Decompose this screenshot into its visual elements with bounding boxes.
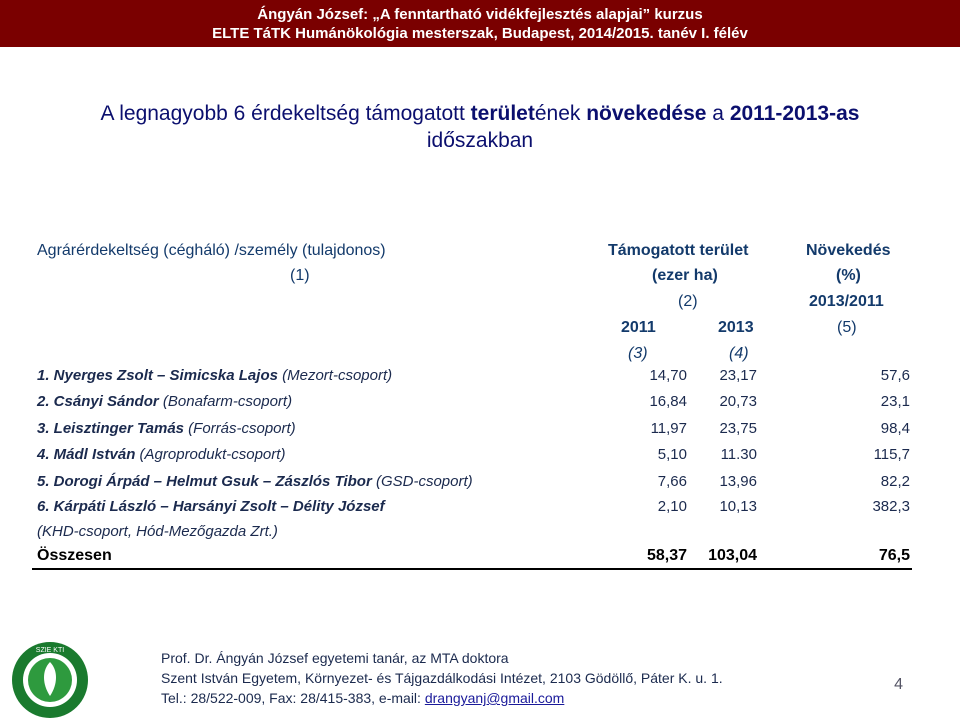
footer-line-3 <box>161 690 564 706</box>
row-name <box>37 473 473 490</box>
col1-num: (1) <box>290 267 310 284</box>
title-part: növekedése <box>586 102 707 125</box>
table-row <box>37 446 910 468</box>
title-part: ének <box>534 102 587 125</box>
row-name-bold: 2. Csányi Sándor <box>37 393 159 410</box>
row-name-rest: (Agroprodukt-csoport) <box>135 446 286 463</box>
total-2013: 103,04 <box>708 547 757 564</box>
total-row <box>37 547 910 569</box>
title-part: terület <box>470 102 535 125</box>
row-2013: 11.30 <box>720 446 757 463</box>
title-part: a <box>706 102 730 125</box>
university-logo <box>10 640 90 720</box>
footer-contact: Tel.: 28/522-009, Fax: 28/415-383, e-mail: <box>161 690 425 706</box>
row-growth: 115,7 <box>873 446 910 463</box>
year2-num: (4) <box>729 345 749 362</box>
total-2011: 58,37 <box>646 547 687 564</box>
row-2011: 5,10 <box>657 446 687 463</box>
email-link[interactable]: drangyanj@gmail.com <box>424 690 565 706</box>
row-name <box>37 420 296 437</box>
col2-header-l1: Támogatott terület <box>608 242 749 259</box>
title-part: 2011-2013-as <box>729 102 860 125</box>
year1-num: (3) <box>628 345 648 362</box>
year1-header: 2011 <box>621 319 656 336</box>
row-growth: 57,6 <box>880 367 910 384</box>
footer-line-1: Prof. Dr. Ángyán József egyetemi tanár, az MTA doktora <box>161 650 509 666</box>
page-number: 4 <box>894 676 903 693</box>
col3-header-l3: 2013/2011 <box>809 293 884 310</box>
table-row <box>37 498 910 520</box>
row-name-rest: (GSD-csoport) <box>371 473 473 490</box>
year2-header: 2013 <box>718 319 754 336</box>
table-row <box>37 367 910 389</box>
title-part: időszakban <box>426 129 534 152</box>
row-growth: 82,2 <box>880 473 910 490</box>
row-name-bold: 5. Dorogi Árpád – Helmut Gsuk – Zászlós Tibor <box>37 473 372 490</box>
row-name <box>37 367 392 384</box>
row-2011: 2,10 <box>657 498 687 515</box>
row-name-bold: 1. Nyerges Zsolt – Simicska Lajos <box>37 367 278 384</box>
table-row-6-continuation <box>37 523 910 545</box>
row-growth: 382,3 <box>872 498 910 515</box>
table-row <box>37 393 910 415</box>
row-growth: 98,4 <box>880 420 910 437</box>
col3-header-l2: (%) <box>836 267 861 284</box>
table-bottom-rule <box>32 568 912 570</box>
row-name-rest: (Forrás-csoport) <box>184 420 296 437</box>
title-part: A legnagyobb 6 érdekeltség támogatott <box>100 102 471 125</box>
row-name <box>37 446 285 463</box>
row-name-rest: (Bonafarm-csoport) <box>158 393 293 410</box>
row-name-rest: (Mezort-csoport) <box>277 367 393 384</box>
row-2013: 23,75 <box>719 420 757 437</box>
header-line-1: Ángyán József: „A fenntartható vidékfejlesztés alapjai” kurzus <box>257 6 703 23</box>
row-2013: 10,13 <box>719 498 757 515</box>
footer-line-2: Szent István Egyetem, Környezet- és Tájgazdálkodási Intézet, 2103 Gödöllő, Páter K. u. 1. <box>161 670 723 686</box>
logo-text: SZIE KTI <box>35 647 65 654</box>
col3-header-l1: Növekedés <box>806 242 891 259</box>
row-growth: 23,1 <box>880 393 910 410</box>
row-2013: 20,73 <box>719 393 757 410</box>
slide-title <box>40 100 920 154</box>
col2-num: (2) <box>678 293 698 310</box>
total-label: Összesen <box>37 547 112 564</box>
row-2013: 23,17 <box>719 367 757 384</box>
table-row <box>37 473 910 495</box>
row-name <box>37 393 292 410</box>
total-growth: 76,5 <box>878 547 910 564</box>
row-2013: 13,96 <box>719 473 757 490</box>
row-name-bold: 4. Mádl István <box>37 446 136 463</box>
row-2011: 7,66 <box>657 473 687 490</box>
col3-num: (5) <box>837 319 857 336</box>
header-bar <box>0 0 960 47</box>
row-name-bold: 6. Kárpáti László – Harsányi Zsolt – Délity József <box>37 498 385 515</box>
table-row <box>37 420 910 442</box>
col1-header: Agrárérdekeltség (cégháló) /személy (tulajdonos) <box>37 242 386 259</box>
col2-header-l2: (ezer ha) <box>652 267 718 284</box>
row-name <box>37 498 385 515</box>
row-2011: 16,84 <box>649 393 687 410</box>
row-name: (KHD-csoport, Hód-Mezőgazda Zrt.) <box>37 523 278 540</box>
row-name-bold: 3. Leisztinger Tamás <box>37 420 184 437</box>
row-2011: 14,70 <box>649 367 687 384</box>
header-line-2: ELTE TáTK Humánökológia mesterszak, Budapest, 2014/2015. tanév I. félév <box>212 25 748 42</box>
row-2011: 11,97 <box>650 420 687 437</box>
